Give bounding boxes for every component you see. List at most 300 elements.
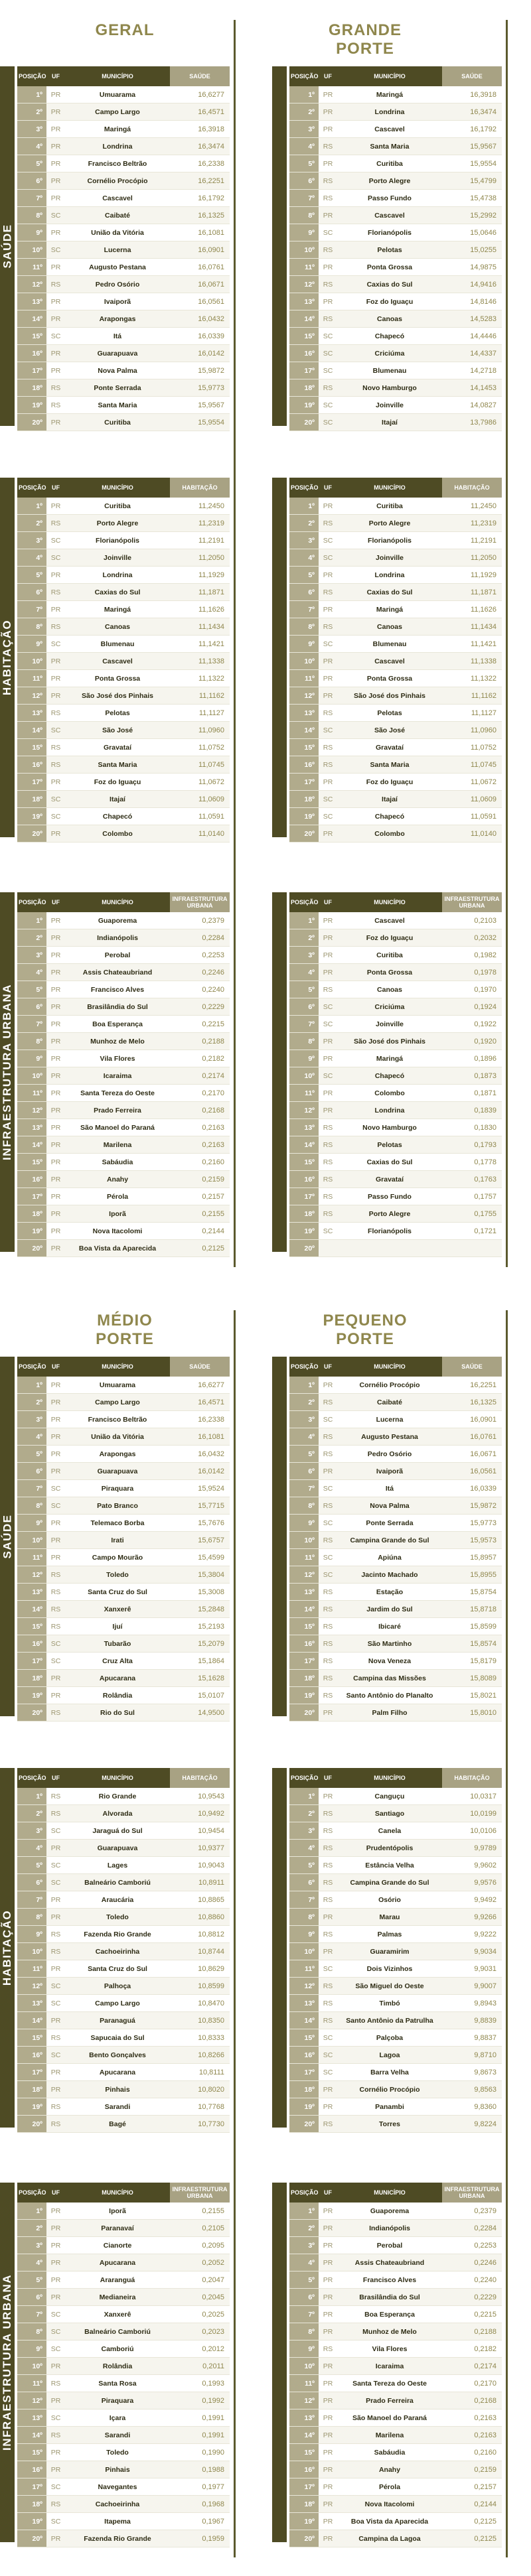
table-row	[17, 1601, 230, 1618]
municipio-cell: Icaraima	[65, 1067, 170, 1085]
municipio-cell: São Miguel do Oeste	[337, 1978, 442, 1995]
municipio-cell: Porto Alegre	[337, 172, 442, 190]
rank-cell: 3º	[17, 1822, 46, 1840]
table-row	[17, 1566, 230, 1584]
municipio-cell: Medianeira	[65, 2289, 170, 2306]
municipio-cell	[337, 1240, 442, 1257]
municipio-cell: Londrina	[337, 567, 442, 584]
column-header-municipio: MUNICÍPIO	[65, 1357, 170, 1377]
rank-cell: 12º	[17, 1566, 46, 1584]
value-cell: 0,2157	[442, 2478, 502, 2496]
value-cell: 10,0199	[442, 1805, 502, 1822]
uf-cell: PR	[319, 929, 337, 947]
rank-cell: 5º	[17, 1857, 46, 1874]
uf-cell: PR	[319, 567, 337, 584]
municipio-cell: Nova Veneza	[337, 1653, 442, 1670]
table-row	[17, 2427, 230, 2444]
rank-cell: 13º	[289, 2409, 319, 2427]
rank-cell: 11º	[17, 1549, 46, 1566]
rank-cell: 9º	[289, 1926, 319, 1943]
municipio-cell: Francisco Beltrão	[65, 155, 170, 172]
table-row	[17, 2289, 230, 2306]
value-cell: 0,2025	[170, 2306, 230, 2323]
value-cell: 0,2012	[170, 2340, 230, 2358]
rank-cell: 15º	[17, 2444, 46, 2461]
municipio-cell: Foz do Iguaçu	[65, 774, 170, 791]
value-cell: 0,1924	[442, 998, 502, 1016]
rank-cell: 19º	[289, 808, 319, 825]
rank-cell: 1º	[17, 498, 46, 515]
rank-cell: 10º	[17, 2358, 46, 2375]
uf-cell: PR	[319, 653, 337, 670]
table-row	[17, 276, 230, 293]
table-header-row	[289, 2183, 502, 2203]
value-cell: 0,2144	[170, 1223, 230, 1240]
value-cell: 11,1434	[442, 618, 502, 636]
rank-cell: 3º	[289, 2237, 319, 2254]
municipio-cell: Barra Velha	[337, 2064, 442, 2081]
uf-cell: RS	[319, 1687, 337, 1704]
rank-cell: 14º	[289, 1601, 319, 1618]
rank-cell: 10º	[17, 1532, 46, 1549]
municipio-cell: Pelotas	[65, 705, 170, 722]
table-row	[17, 2203, 230, 2220]
rank-cell: 16º	[17, 756, 46, 774]
table-row	[17, 567, 230, 584]
uf-cell: PR	[46, 670, 65, 687]
rank-cell: 11º	[17, 259, 46, 276]
value-cell: 10,9543	[170, 1788, 230, 1805]
uf-cell: RS	[319, 2116, 337, 2133]
table-row	[17, 103, 230, 121]
uf-cell	[319, 1240, 337, 1257]
uf-cell: SC	[319, 549, 337, 567]
rank-cell: 7º	[289, 1480, 319, 1497]
municipio-cell: Boa Vista da Aparecida	[65, 1240, 170, 1257]
uf-cell: SC	[319, 2064, 337, 2081]
municipio-cell: Caxias do Sul	[65, 584, 170, 601]
municipio-cell: Ponte Serrada	[65, 379, 170, 397]
uf-cell: SC	[46, 241, 65, 259]
table-row	[17, 825, 230, 843]
rank-cell: 4º	[17, 1428, 46, 1446]
uf-cell: PR	[46, 138, 65, 155]
rank-cell: 11º	[17, 2375, 46, 2392]
table-row	[289, 2203, 502, 2220]
rank-cell: 18º	[17, 2496, 46, 2513]
municipio-cell: Icaraima	[337, 2358, 442, 2375]
value-cell: 15,9567	[442, 138, 502, 155]
municipio-cell: Curitiba	[65, 414, 170, 431]
municipio-cell: São José dos Pinhais	[337, 687, 442, 705]
table-header-row	[17, 2183, 230, 2203]
table-header-row	[289, 892, 502, 912]
value-cell: 16,0142	[170, 1463, 230, 1480]
rank-cell: 5º	[17, 155, 46, 172]
table-row	[17, 912, 230, 929]
rank-cell: 19º	[17, 1687, 46, 1704]
uf-cell: PR	[319, 2358, 337, 2375]
municipio-cell: Cascavel	[337, 207, 442, 224]
rank-cell: 15º	[289, 2444, 319, 2461]
municipio-cell: Guaporema	[65, 912, 170, 929]
uf-cell: RS	[319, 618, 337, 636]
rank-cell: 17º	[289, 774, 319, 791]
table-row	[289, 1532, 502, 1549]
rank-cell: 10º	[17, 653, 46, 670]
rank-cell: 18º	[289, 2496, 319, 2513]
rank-cell: 18º	[289, 791, 319, 808]
section-title-left: GERAL	[95, 21, 155, 39]
table-row	[17, 2254, 230, 2271]
municipio-cell: Ponta Grossa	[65, 670, 170, 687]
table-row	[289, 2358, 502, 2375]
table-row	[289, 791, 502, 808]
rank-cell: 17º	[17, 1653, 46, 1670]
value-cell: 0,2159	[170, 1171, 230, 1188]
uf-cell: PR	[46, 929, 65, 947]
table-row	[289, 947, 502, 964]
value-cell: 0,1793	[442, 1136, 502, 1154]
uf-cell: PR	[319, 964, 337, 981]
municipio-cell: Ibicaré	[337, 1618, 442, 1635]
rank-cell: 17º	[289, 1188, 319, 1205]
table-row	[289, 2029, 502, 2047]
rank-cell: 6º	[17, 172, 46, 190]
uf-cell: SC	[319, 998, 337, 1016]
rank-cell: 11º	[289, 1549, 319, 1566]
value-cell: 16,1081	[170, 224, 230, 241]
value-cell: 0,2103	[442, 912, 502, 929]
uf-cell: SC	[319, 1549, 337, 1566]
uf-cell: RS	[46, 2496, 65, 2513]
uf-cell: SC	[46, 636, 65, 653]
uf-cell: RS	[46, 1584, 65, 1601]
value-cell: 0,1721	[442, 1223, 502, 1240]
municipio-cell: Estância Velha	[337, 1857, 442, 1874]
table-row	[17, 172, 230, 190]
table-row	[17, 1874, 230, 1891]
municipio-cell: Boa Esperança	[337, 2306, 442, 2323]
table-row	[17, 1428, 230, 1446]
rank-cell: 10º	[17, 1067, 46, 1085]
table-row	[289, 310, 502, 328]
value-cell: 11,1871	[442, 584, 502, 601]
uf-cell: RS	[46, 397, 65, 414]
municipio-cell: Londrina	[337, 103, 442, 121]
uf-cell: PR	[319, 670, 337, 687]
rank-cell: 11º	[289, 670, 319, 687]
table-row	[17, 121, 230, 138]
category-label-text: INFRAESTRUTURA URBANA	[1, 983, 13, 1161]
value-cell: 9,8943	[442, 1995, 502, 2012]
value-cell: 0,1839	[442, 1102, 502, 1119]
table-row	[17, 2392, 230, 2409]
rank-cell: 1º	[17, 86, 46, 103]
uf-cell: PR	[46, 1085, 65, 1102]
rank-cell: 5º	[289, 567, 319, 584]
column-divider	[234, 20, 236, 1267]
value-cell: 0,2240	[170, 981, 230, 998]
municipio-cell: Paranaguá	[65, 2012, 170, 2029]
value-cell: 11,1322	[170, 670, 230, 687]
municipio-cell: Canela	[337, 1822, 442, 1840]
municipio-cell: Jaraguá do Sul	[65, 1822, 170, 1840]
uf-cell: SC	[319, 636, 337, 653]
rank-cell: 7º	[17, 2306, 46, 2323]
rank-cell: 13º	[17, 2409, 46, 2427]
value-cell: 9,8837	[442, 2029, 502, 2047]
rank-cell: 14º	[17, 310, 46, 328]
table-row	[289, 1805, 502, 1822]
table-row	[289, 293, 502, 310]
municipio-cell: Blumenau	[65, 636, 170, 653]
category-label	[0, 892, 15, 1252]
uf-cell: RS	[46, 1805, 65, 1822]
value-cell: 0,2229	[442, 2289, 502, 2306]
value-cell: 0,1970	[442, 981, 502, 998]
value-cell: 16,0901	[442, 1411, 502, 1428]
value-cell: 10,8020	[170, 2081, 230, 2098]
value-cell: 11,1434	[170, 618, 230, 636]
table-row	[289, 1394, 502, 1411]
column-header-position: POSIÇÃO	[17, 2183, 46, 2203]
table-row	[289, 601, 502, 618]
uf-cell: RS	[319, 1154, 337, 1171]
uf-cell: SC	[319, 345, 337, 362]
uf-cell: PR	[319, 2323, 337, 2340]
uf-cell: RS	[319, 1670, 337, 1687]
municipio-cell: Caxias do Sul	[337, 584, 442, 601]
value-cell: 0,2229	[170, 998, 230, 1016]
uf-cell: PR	[46, 1016, 65, 1033]
table-row	[17, 756, 230, 774]
table-row	[289, 121, 502, 138]
rank-cell: 12º	[289, 687, 319, 705]
column-header-municipio: MUNICÍPIO	[65, 66, 170, 86]
value-cell: 10,8470	[170, 1995, 230, 2012]
rank-cell: 15º	[17, 328, 46, 345]
column-header-value: HABITAÇÃO	[442, 1768, 502, 1788]
municipio-cell: Içara	[65, 2409, 170, 2427]
municipio-cell: Guaporema	[337, 2203, 442, 2220]
value-cell: 0,2246	[442, 2254, 502, 2271]
uf-cell: RS	[319, 584, 337, 601]
uf-cell: RS	[319, 241, 337, 259]
rank-cell: 11º	[17, 1960, 46, 1978]
uf-cell: PR	[319, 687, 337, 705]
municipio-cell: Dois Vizinhos	[337, 1960, 442, 1978]
rank-cell: 19º	[17, 808, 46, 825]
table-row	[289, 2098, 502, 2116]
municipio-cell: Marau	[337, 1909, 442, 1926]
uf-cell: PR	[46, 912, 65, 929]
municipio-cell: Itajaí	[337, 791, 442, 808]
municipio-cell: Ivaiporã	[337, 1463, 442, 1480]
value-cell: 0,1967	[170, 2513, 230, 2530]
uf-cell: PR	[46, 1670, 65, 1687]
table-row	[17, 1805, 230, 1822]
value-cell: 9,8224	[442, 2116, 502, 2133]
value-cell: 0,1982	[442, 947, 502, 964]
rank-cell: 6º	[289, 2289, 319, 2306]
rank-cell: 16º	[17, 2047, 46, 2064]
value-cell: 0,2170	[170, 1085, 230, 1102]
rank-cell: 1º	[17, 2203, 46, 2220]
uf-cell: SC	[319, 224, 337, 241]
table-row	[289, 1857, 502, 1874]
municipio-cell: Jacinto Machado	[337, 1566, 442, 1584]
rank-cell: 7º	[289, 1016, 319, 1033]
value-cell: 0,2168	[442, 2392, 502, 2409]
rank-cell: 17º	[289, 362, 319, 379]
rank-cell: 16º	[17, 345, 46, 362]
uf-cell: RS	[319, 1891, 337, 1909]
rank-cell: 2º	[289, 103, 319, 121]
table-row	[289, 998, 502, 1016]
rank-cell: 14º	[289, 1136, 319, 1154]
municipio-cell: Florianópolis	[65, 532, 170, 549]
table-row	[17, 515, 230, 532]
value-cell: 0,2284	[442, 2220, 502, 2237]
municipio-cell: Cascavel	[337, 912, 442, 929]
value-cell: 0,1755	[442, 1205, 502, 1223]
uf-cell: RS	[46, 1926, 65, 1943]
table-row	[17, 1978, 230, 1995]
value-cell: 15,8718	[442, 1601, 502, 1618]
rank-cell: 8º	[17, 1033, 46, 1050]
municipio-cell: Guarapuava	[65, 1463, 170, 1480]
rank-cell: 4º	[17, 1840, 46, 1857]
uf-cell: RS	[319, 1188, 337, 1205]
value-cell: 11,0140	[170, 825, 230, 843]
value-cell: 16,0561	[170, 293, 230, 310]
rank-cell: 15º	[289, 1618, 319, 1635]
municipio-cell: Lages	[65, 1857, 170, 1874]
table-row	[289, 2081, 502, 2098]
uf-cell: SC	[319, 791, 337, 808]
value-cell: 15,2992	[442, 207, 502, 224]
table-row	[289, 2254, 502, 2271]
rank-cell: 5º	[17, 567, 46, 584]
category-label-text: HABITAÇÃO	[1, 619, 14, 696]
municipio-cell: Santa Cruz do Sul	[65, 1960, 170, 1978]
municipio-cell: Boa Esperança	[65, 1016, 170, 1033]
table-row	[289, 1960, 502, 1978]
value-cell: 15,8574	[442, 1635, 502, 1653]
uf-cell: RS	[319, 1171, 337, 1188]
rank-cell: 16º	[289, 2461, 319, 2478]
uf-cell: RS	[319, 1805, 337, 1822]
uf-cell: PR	[46, 1205, 65, 1223]
value-cell: 16,0761	[442, 1428, 502, 1446]
municipio-cell: Timbó	[337, 1995, 442, 2012]
table-header-row	[17, 66, 230, 86]
value-cell: 11,2450	[442, 498, 502, 515]
uf-cell: PR	[46, 2254, 65, 2271]
uf-cell: PR	[319, 1463, 337, 1480]
ranking-table-left	[17, 1768, 230, 2133]
uf-cell: RS	[319, 1874, 337, 1891]
value-cell: 16,3474	[170, 138, 230, 155]
table-row	[17, 1687, 230, 1704]
uf-cell: RS	[46, 515, 65, 532]
municipio-cell: Cachoeirinha	[65, 2496, 170, 2513]
table-row	[17, 1618, 230, 1635]
table-row	[17, 2375, 230, 2392]
table-row	[289, 207, 502, 224]
municipio-cell: Nova Itacolomi	[337, 2496, 442, 2513]
rank-cell: 12º	[17, 1978, 46, 1995]
uf-cell: PR	[319, 498, 337, 515]
table-header-row	[289, 66, 502, 86]
rank-cell: 3º	[289, 1411, 319, 1428]
column-header-uf: UF	[46, 1768, 65, 1788]
value-cell: 15,9773	[442, 1515, 502, 1532]
rank-cell: 3º	[17, 532, 46, 549]
value-cell: 0,2182	[170, 1050, 230, 1067]
municipio-cell: Piraquara	[65, 2392, 170, 2409]
uf-cell: RS	[319, 739, 337, 756]
uf-cell: PR	[319, 2496, 337, 2513]
uf-cell: SC	[46, 1653, 65, 1670]
municipio-cell: Apucarana	[65, 2064, 170, 2081]
rank-cell: 9º	[289, 636, 319, 653]
table-row	[17, 1943, 230, 1960]
municipio-cell: Maringá	[337, 1050, 442, 1067]
municipio-cell: Colombo	[337, 1085, 442, 1102]
rank-cell: 15º	[17, 1618, 46, 1635]
municipio-cell: Tubarão	[65, 1635, 170, 1653]
rank-cell: 20º	[17, 825, 46, 843]
value-cell: 11,1626	[170, 601, 230, 618]
rank-cell: 8º	[289, 1909, 319, 1926]
municipio-cell: Santa Tereza do Oeste	[337, 2375, 442, 2392]
table-row	[289, 498, 502, 515]
table-row	[17, 224, 230, 241]
rank-cell: 10º	[17, 241, 46, 259]
rank-cell: 17º	[17, 2064, 46, 2081]
rank-cell: 6º	[289, 1463, 319, 1480]
municipio-cell: Iporã	[65, 2203, 170, 2220]
uf-cell: PR	[46, 981, 65, 998]
table-row	[289, 2064, 502, 2081]
value-cell: 16,0142	[170, 345, 230, 362]
value-cell: 9,8360	[442, 2098, 502, 2116]
municipio-cell: Ijuí	[65, 1618, 170, 1635]
category-label-text: HABITAÇÃO	[1, 1909, 14, 1986]
uf-cell: RS	[319, 1428, 337, 1446]
value-cell: 11,1929	[170, 567, 230, 584]
value-cell: 10,9043	[170, 1857, 230, 1874]
municipio-cell: Londrina	[65, 567, 170, 584]
value-cell: 0,1968	[170, 2496, 230, 2513]
value-cell: 15,8021	[442, 1687, 502, 1704]
rank-cell: 5º	[17, 2271, 46, 2289]
table-row	[289, 774, 502, 791]
municipio-cell: Vila Flores	[337, 2340, 442, 2358]
value-cell: 10,8333	[170, 2029, 230, 2047]
uf-cell: PR	[46, 172, 65, 190]
uf-cell: PR	[46, 1067, 65, 1085]
municipio-cell: Munhoz de Melo	[65, 1033, 170, 1050]
table-row	[17, 2029, 230, 2047]
table-row	[289, 138, 502, 155]
value-cell: 11,1322	[442, 670, 502, 687]
uf-cell: PR	[319, 86, 337, 103]
uf-cell: RS	[46, 2375, 65, 2392]
value-cell: 15,3008	[170, 1584, 230, 1601]
